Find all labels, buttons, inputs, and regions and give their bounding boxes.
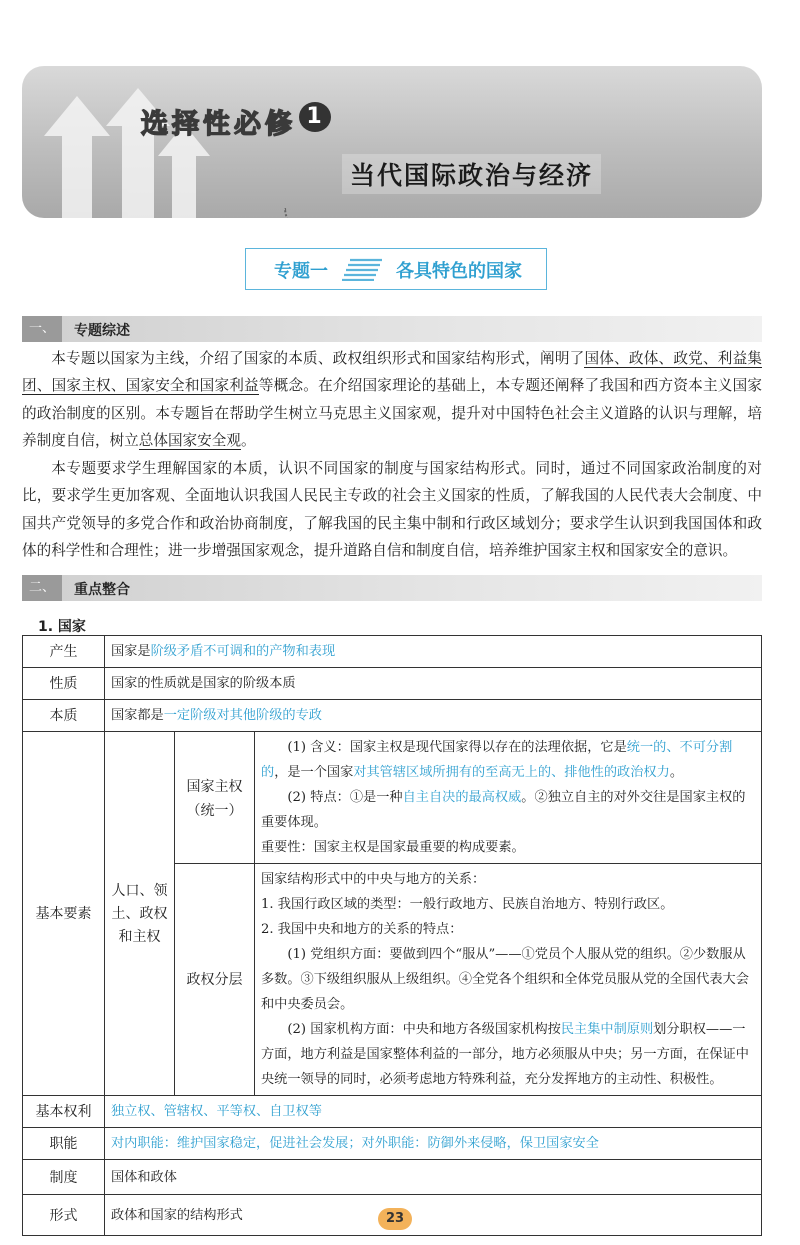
- row-content: 国体和政体: [105, 1160, 762, 1195]
- banner-title: [140, 102, 331, 141]
- table-row: [23, 1096, 762, 1128]
- text: (2) 特点：①是一种: [287, 790, 403, 805]
- row-head: 产生: [23, 636, 105, 668]
- text: 1. 我国行政区域的类型：一般行政地方、民族自治地方、特别行政区。: [261, 897, 674, 912]
- overview-paragraph-1: [22, 345, 762, 454]
- row-content: 国家的性质就是国家的阶级本质: [105, 668, 762, 700]
- volume-number: 1: [299, 102, 331, 132]
- text: 国家都是: [111, 708, 164, 723]
- row-head: 基本权利: [23, 1096, 105, 1128]
- table-row: [23, 732, 762, 864]
- table-row: [23, 1160, 762, 1195]
- sovereignty-cell: [255, 732, 762, 864]
- text: (2) 国家机构方面：中央和地方各级国家机构按: [287, 1022, 561, 1037]
- text: 国家是: [111, 644, 151, 659]
- title-char: 性: [203, 109, 232, 140]
- sub-head: 政权分层: [175, 864, 255, 1096]
- text: [261, 735, 755, 785]
- row-head: 职能: [23, 1128, 105, 1160]
- table-row: [23, 1128, 762, 1160]
- text: (1) 含义：国家主权是现代国家得以存在的法理依据，它是: [287, 740, 627, 755]
- section-label: 专题综述: [74, 323, 130, 339]
- table-row: [23, 636, 762, 668]
- text: 2. 我国中央和地方的关系的特点：: [261, 922, 463, 937]
- text: 划分职权——一方面，地方利益是国家整体利益的一部分，地方必须服从中央；另一方面，在保证中央统一领导的同时，必须考虑地方特殊利益，充分发挥地方的主动性、积极性。: [261, 1022, 749, 1087]
- row-head: 本质: [23, 700, 105, 732]
- text: (1) 党组织方面：要做到四个“服从”——①党员个人服从党的组织。②少数服从多数。③下级组织服从上级组织。④全党各个组织和全体党员服从党的全国代表大会和中央委员会。: [261, 947, 749, 1012]
- text: ，是一个国家: [274, 765, 354, 780]
- key-text: 统一的、不可分割的: [261, 740, 733, 780]
- text: 。: [669, 765, 683, 780]
- row-head: 基本要素: [23, 732, 105, 1096]
- key-text: 民主集中制原则: [560, 1022, 654, 1037]
- elements-cell: 人口、领土、政权和主权: [105, 732, 175, 1096]
- underlined-term: 总体国家安全观: [138, 431, 241, 449]
- title-char: 修: [265, 109, 294, 140]
- row-head: 性质: [23, 668, 105, 700]
- topic-box: [245, 248, 547, 290]
- layering-cell: [255, 864, 762, 1096]
- dotted-connector: [284, 208, 346, 218]
- row-content: 对内职能：维护国家稳定，促进社会发展；对外职能：防御外来侵略，保卫国家安全: [105, 1128, 762, 1160]
- text: 等概念。在介绍国家理论的基础上，本专题还阐释了我国和西方资本主义国家的政治制度的区别。本专题旨在帮助学生树立马克思主义国家观，提升对中国特色社会主义道路的认识与理解，培养制度自信，树立: [22, 377, 762, 449]
- row-head: 形式: [23, 1195, 105, 1236]
- state-table: [22, 635, 762, 1236]
- text: 国家结构形式中的中央与地方的关系：: [261, 872, 486, 887]
- overview-paragraph-2: 本专题要求学生理解国家的本质，认识不同国家的制度与国家结构形式。同时，通过不同国家政治制度的对比，要求学生更加客观、全面地认识我国人民民主专政的社会主义国家的性质，了解我国的人民代表大会制度、中国共产党领导的多党合作和政治协商制度，了解我国的民主集中制和行政区域划分；要求学生认识到我国国体和政体的科学性和合理性；进一步增强国家观念，提升道路自信和制度自信，培养维护国家主权和国家安全的意识。: [22, 460, 762, 559]
- topic-label: 专题一: [274, 261, 328, 282]
- key-text: 一定阶级对其他阶级的专政: [163, 708, 322, 723]
- row-content: 政体和国家的结构形式: [105, 1195, 762, 1236]
- sub-head: 国家主权（统一）: [175, 732, 255, 864]
- text: 。②独立自主的对外交往是国家主权的重要体现。: [261, 790, 746, 830]
- row-content: [105, 636, 762, 668]
- text: 。: [240, 431, 256, 449]
- section-header-overview: [22, 316, 762, 342]
- key-text: 阶级矛盾不可调和的产物和表现: [150, 644, 336, 659]
- stripes-icon: [342, 257, 386, 281]
- row-head: 制度: [23, 1160, 105, 1195]
- title-char: 选: [141, 109, 170, 140]
- key-text: 对其管辖区域所拥有的至高无上的、排他性的政治权力: [353, 765, 670, 780]
- title-char: 必: [234, 109, 263, 140]
- section-header-key-points: [22, 575, 762, 601]
- table-row: [23, 668, 762, 700]
- chapter-banner: [22, 66, 762, 218]
- section-label: 重点整合: [74, 582, 130, 598]
- section-number: 一、: [22, 316, 62, 342]
- arrows-decoration: [22, 66, 762, 218]
- title-char: 择: [172, 109, 201, 140]
- row-content: [105, 700, 762, 732]
- subheading-state: 1. 国家: [38, 619, 86, 635]
- text: 重要性：国家主权是国家最重要的构成要素。: [261, 840, 525, 855]
- text: [261, 785, 755, 835]
- row-content: 独立权、管辖权、平等权、自卫权等: [105, 1096, 762, 1128]
- section-number: 二、: [22, 575, 62, 601]
- text: [261, 1017, 755, 1092]
- text: 本专题以国家为主线，介绍了国家的本质、政权组织形式和国家结构形式，阐明了: [51, 350, 585, 367]
- underlined-term: 国体、政体、政党、利益集团、国家主权、国家安全和国家利益: [22, 350, 762, 395]
- key-text: 自主自决的最高权威: [402, 790, 522, 805]
- page-number: 23: [378, 1208, 412, 1230]
- table-row: [23, 700, 762, 732]
- banner-subtitle: 当代国际政治与经济: [342, 154, 601, 194]
- topic-name: 各具特色的国家: [396, 261, 522, 282]
